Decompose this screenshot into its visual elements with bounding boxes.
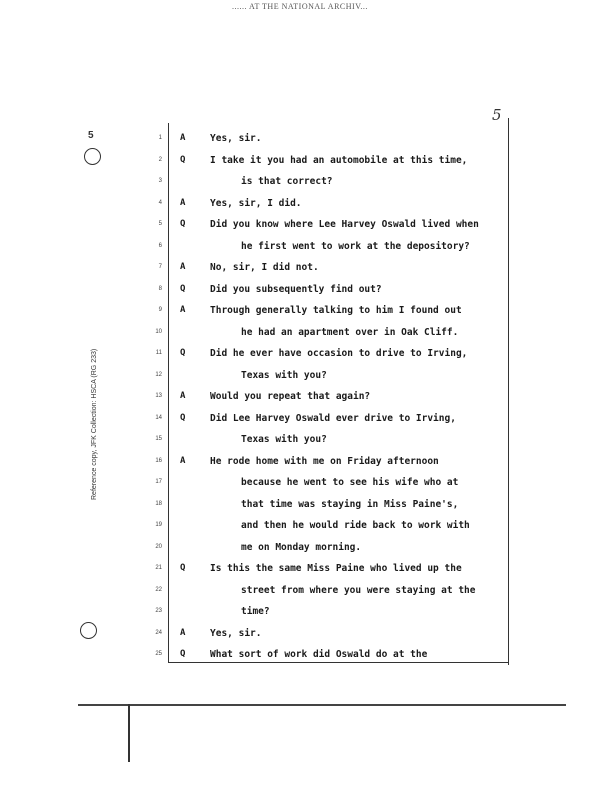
line-text: He rode home with me on Friday afternoon — [210, 455, 439, 467]
speaker-label: A — [180, 133, 186, 143]
line-text: I take it you had an automobile at this time, — [210, 154, 468, 166]
line-number: 5 — [158, 221, 162, 227]
speaker-label: A — [180, 391, 186, 401]
speaker-label: Q — [180, 563, 186, 573]
binding-stub-line — [128, 704, 130, 762]
archive-header-stamp: ...... AT THE NATIONAL ARCHIV... — [232, 2, 368, 11]
line-text: Would you repeat that again? — [210, 391, 371, 402]
line-text: Did you subsequently find out? — [210, 283, 382, 295]
line-number: 14 — [155, 414, 162, 421]
punch-hole-bottom — [80, 622, 97, 639]
transcript-frame-right — [508, 118, 509, 665]
speaker-label: Q — [180, 154, 186, 165]
line-number: 25 — [155, 651, 162, 657]
line-text: Yes, sir. — [210, 133, 262, 144]
line-number: 13 — [155, 393, 162, 399]
line-text: is that correct? — [241, 176, 333, 187]
line-number: 7 — [158, 264, 162, 270]
line-number: 18 — [155, 500, 162, 507]
line-number: 22 — [155, 586, 162, 593]
collection-side-stamp: Reference copy, JFK Collection: HSCA (RG 233) — [91, 348, 98, 500]
line-text: Did he ever have occasion to drive to Irving, — [210, 348, 468, 359]
line-text: street from where you were staying at the — [241, 584, 476, 596]
line-number: 2 — [158, 156, 162, 163]
line-text: that time was staying in Miss Paine's, — [241, 498, 459, 510]
line-number: 1 — [158, 135, 162, 141]
line-number: 19 — [155, 522, 162, 528]
line-number: 20 — [155, 543, 162, 550]
line-number: 24 — [155, 629, 162, 636]
line-number: 21 — [155, 565, 162, 571]
line-number: 3 — [158, 178, 162, 184]
line-text: Through generally talking to him I found out — [210, 305, 462, 316]
line-text: What sort of work did Oswald do at the — [210, 649, 428, 660]
speaker-label: A — [180, 305, 186, 315]
line-text: time? — [241, 606, 270, 617]
line-text: he first went to work at the depository? — [241, 240, 470, 252]
line-text: me on Monday morning. — [241, 541, 362, 553]
line-text: Yes, sir. — [210, 627, 262, 639]
line-text: Texas with you? — [241, 434, 327, 445]
line-number: 6 — [158, 242, 162, 249]
line-text: No, sir, I did not. — [210, 262, 319, 273]
line-number: 16 — [155, 457, 162, 464]
speaker-label: A — [180, 627, 186, 638]
speaker-label: Q — [180, 219, 186, 229]
line-text: because he went to see his wife who at — [241, 477, 459, 488]
speaker-label: Q — [180, 649, 186, 659]
line-number: 12 — [155, 371, 162, 378]
line-text: Yes, sir, I did. — [210, 197, 302, 209]
line-number: 23 — [155, 608, 162, 614]
line-text: Is this the same Miss Paine who lived up the — [210, 563, 462, 574]
line-number: 15 — [155, 436, 162, 442]
margin-page-number: 5 — [88, 130, 94, 141]
line-text: Did you know where Lee Harvey Oswald lived when — [210, 219, 479, 230]
line-text: Did Lee Harvey Oswald ever drive to Irving, — [210, 412, 456, 424]
speaker-label: A — [180, 262, 186, 272]
transcript-frame-bottom — [168, 662, 508, 663]
speaker-label: Q — [180, 412, 186, 423]
line-number: 4 — [158, 199, 162, 206]
bottom-rule — [78, 704, 566, 706]
transcript-frame-left — [168, 123, 169, 662]
line-number: 10 — [155, 328, 162, 335]
line-number: 8 — [158, 285, 162, 292]
speaker-label: A — [180, 197, 186, 208]
line-number: 17 — [155, 479, 162, 485]
speaker-label: A — [180, 455, 186, 466]
line-text: Texas with you? — [241, 369, 327, 381]
line-text: and then he would ride back to work with — [241, 520, 470, 531]
handwritten-page-number: 5 — [492, 106, 502, 124]
line-text: he had an apartment over in Oak Cliff. — [241, 326, 459, 338]
speaker-label: Q — [180, 348, 186, 358]
line-number: 9 — [158, 307, 162, 313]
speaker-label: Q — [180, 283, 186, 294]
punch-hole-top — [84, 148, 101, 165]
line-number: 11 — [155, 350, 162, 356]
